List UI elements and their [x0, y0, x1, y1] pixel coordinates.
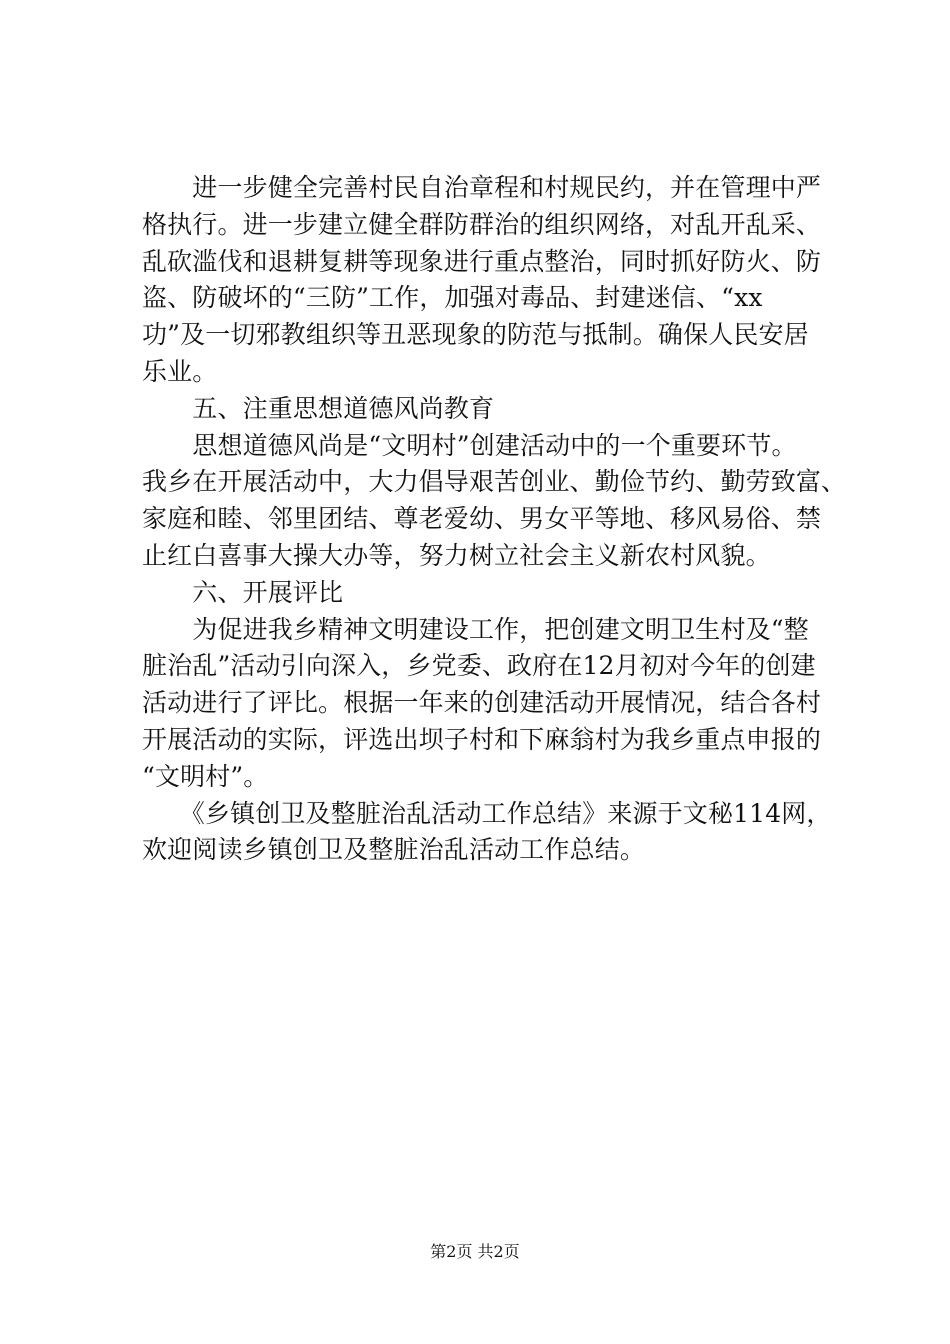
text-line: 思想道德风尚是“文明村”创建活动中的一个重要环节。	[142, 430, 797, 460]
section-heading-5: 五、注重思想道德风尚教育	[142, 393, 495, 423]
text-line: 止红白喜事大操大办等，努力树立社会主义新农村风貌。	[142, 540, 771, 570]
text-line: 欢迎阅读乡镇创卫及整脏治乱活动工作总结。	[142, 835, 646, 865]
text-line: “文明村”。	[142, 761, 269, 791]
text-line: 格执行。进一步建立健全群防群治的组织网络，对乱开乱采、	[142, 209, 822, 239]
text-line: 为促进我乡精神文明建设工作，把创建文明卫生村及“整	[142, 614, 809, 644]
text-line: 乱砍滥伐和退耕复耕等现象进行重点整治，同时抓好防火、防	[142, 246, 822, 276]
text-line: 脏治乱”活动引向深入，乡党委、政府在12月初对今年的创建	[142, 651, 816, 681]
text-line: 盗、防破坏的“三防”工作，加强对毒品、封建迷信、“xx	[142, 283, 763, 313]
page-number-footer: 第2页 共2页	[430, 1242, 520, 1261]
text-line: 进一步健全完善村民自治章程和村规民约，并在管理中严	[142, 173, 822, 202]
text-line: 功”及一切邪教组织等丑恶现象的防范与抵制。确保人民安居	[142, 320, 809, 350]
section-heading-6: 六、开展评比	[142, 577, 344, 607]
text-line: 乐业。	[142, 356, 218, 386]
text-line: 我乡在开展活动中，大力倡导艰苦创业、勤俭节约、勤劳致富、	[142, 467, 847, 497]
text-line: 《乡镇创卫及整脏治乱活动工作总结》来源于文秘114网，	[142, 798, 832, 828]
text-line: 家庭和睦、邻里团结、尊老爱幼、男女平等地、移风易俗、禁	[142, 504, 822, 534]
document-body	[142, 170, 847, 869]
text-line: 开展活动的实际，评选出坝子村和下麻翁村为我乡重点申报的	[142, 724, 822, 754]
text-line: 活动进行了评比。根据一年来的创建活动开展情况，结合各村	[142, 688, 822, 718]
